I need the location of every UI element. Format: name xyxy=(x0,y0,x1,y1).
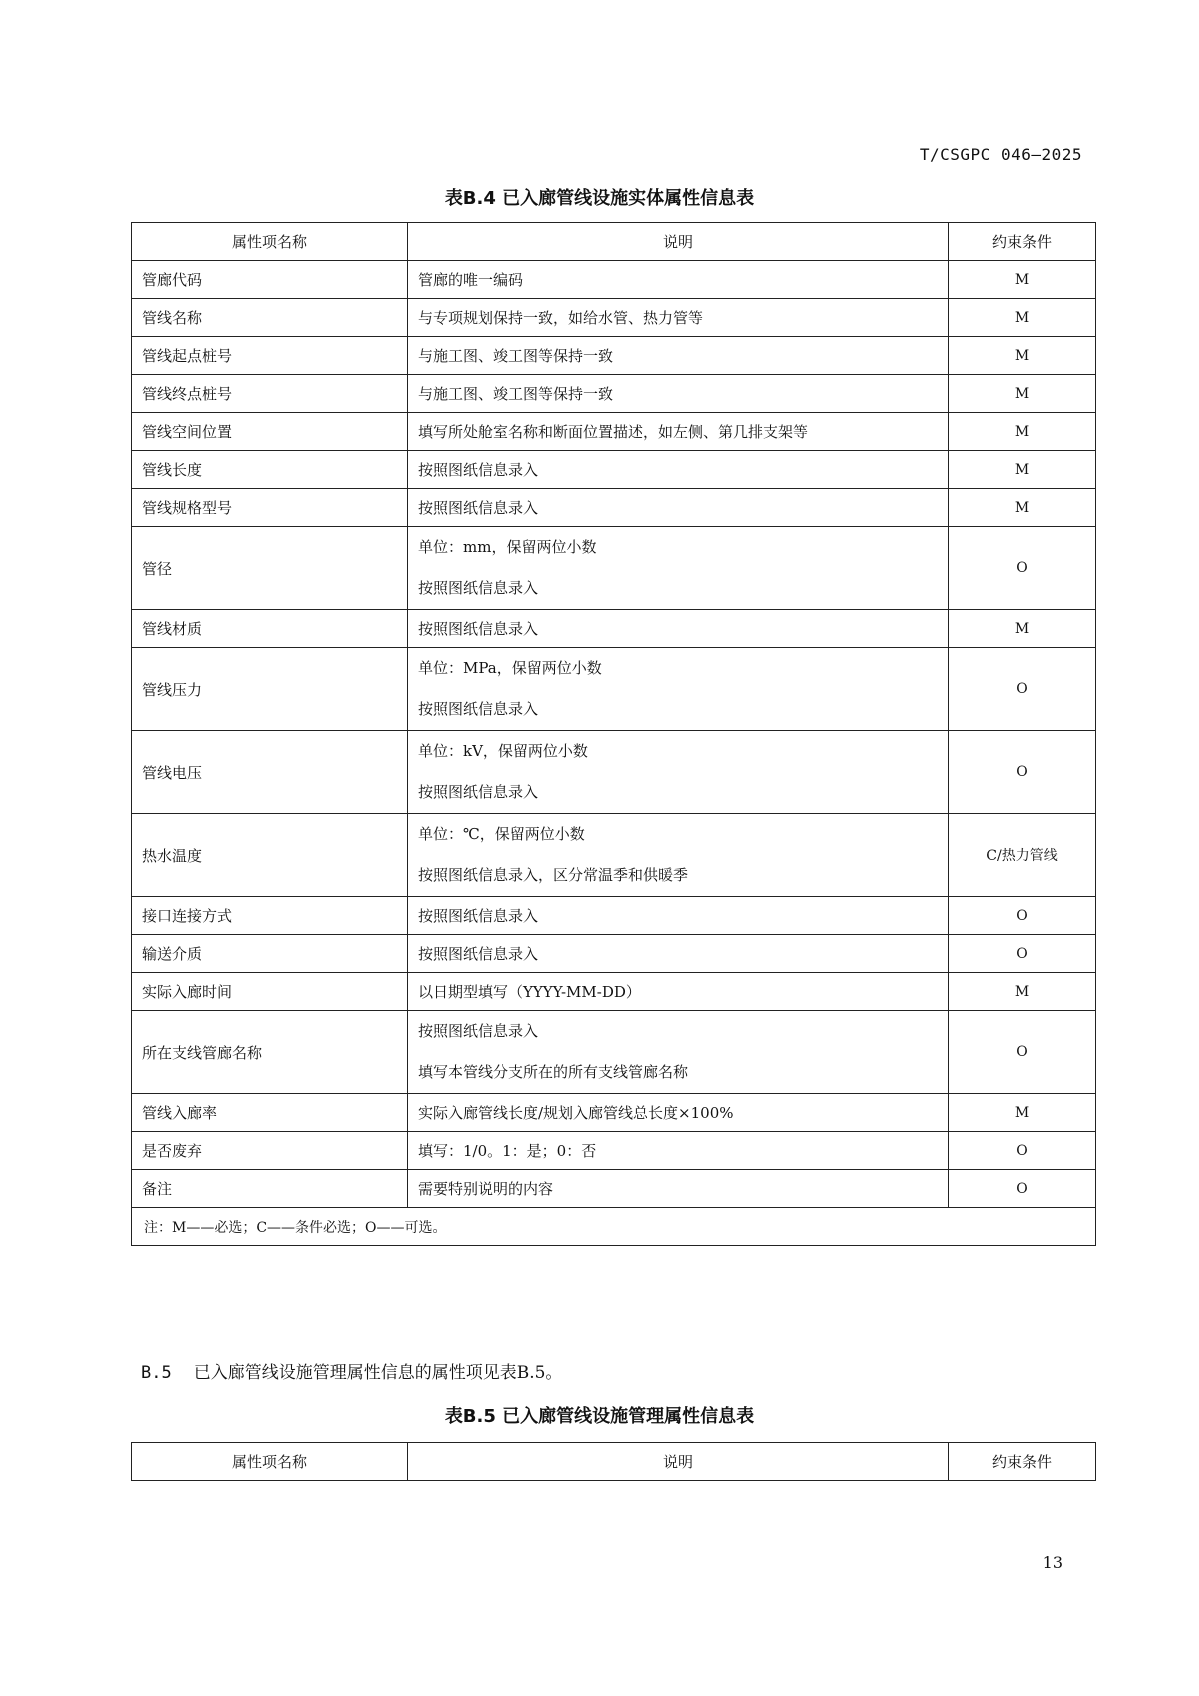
header-attribute-name: 属性项名称 xyxy=(132,1443,408,1481)
table-row xyxy=(132,897,1096,935)
attribute-name-cell: 管廊代码 xyxy=(132,261,408,299)
attribute-name-cell: 输送介质 xyxy=(132,935,408,973)
constraint-cell: M xyxy=(949,1094,1096,1132)
header-attribute-name: 属性项名称 xyxy=(132,223,408,261)
constraint-cell: M xyxy=(949,299,1096,337)
description-line: 填写：1/0。1：是；0：否 xyxy=(418,1142,597,1160)
description-line: 与施工图、竣工图等保持一致 xyxy=(418,347,614,365)
description-line: 按照图纸信息录入 xyxy=(418,1022,539,1040)
description-line: 填写本管线分支所在的所有支线管廊名称 xyxy=(418,1063,689,1081)
description-line: 单位：mm，保留两位小数 xyxy=(418,538,597,556)
table-row xyxy=(132,413,1096,451)
attribute-name-cell: 备注 xyxy=(132,1170,408,1208)
description-line: 与施工图、竣工图等保持一致 xyxy=(418,385,614,403)
description-cell xyxy=(408,814,949,897)
description-cell xyxy=(408,1094,949,1132)
description-cell xyxy=(408,610,949,648)
table-row xyxy=(132,1094,1096,1132)
description-line: 按照图纸信息录入，区分常温季和供暖季 xyxy=(418,866,689,884)
attribute-name-cell: 实际入廊时间 xyxy=(132,973,408,1011)
table-row xyxy=(132,451,1096,489)
description-line: 单位：℃，保留两位小数 xyxy=(418,825,585,843)
description-cell xyxy=(408,1170,949,1208)
table-note: 注：M——必选；C——条件必选；O——可选。 xyxy=(132,1208,1096,1246)
description-cell xyxy=(408,1011,949,1094)
attribute-name-cell: 管线起点桩号 xyxy=(132,337,408,375)
table-header-row xyxy=(132,223,1096,261)
description-cell xyxy=(408,973,949,1011)
description-line: 按照图纸信息录入 xyxy=(418,945,539,963)
table-row xyxy=(132,489,1096,527)
table-header-row xyxy=(132,1443,1096,1481)
description-line: 实际入廊管线长度/规划入廊管线总长度×100% xyxy=(418,1104,734,1122)
description-cell xyxy=(408,1132,949,1170)
constraint-cell: O xyxy=(949,935,1096,973)
constraint-cell: C/热力管线 xyxy=(949,814,1096,897)
constraint-cell: O xyxy=(949,731,1096,814)
constraint-cell: M xyxy=(949,489,1096,527)
table-row xyxy=(132,261,1096,299)
attribute-name-cell: 管线名称 xyxy=(132,299,408,337)
description-cell xyxy=(408,299,949,337)
table-b5-title: 表B.5 已入廊管线设施管理属性信息表 xyxy=(444,1406,755,1427)
description-cell xyxy=(408,527,949,610)
header-constraint: 约束条件 xyxy=(949,223,1096,261)
table-row xyxy=(132,610,1096,648)
constraint-cell: M xyxy=(949,451,1096,489)
description-cell xyxy=(408,337,949,375)
constraint-cell: O xyxy=(949,1170,1096,1208)
attribute-name-cell: 是否废弃 xyxy=(132,1132,408,1170)
attribute-name-cell: 热水温度 xyxy=(132,814,408,897)
table-row xyxy=(132,935,1096,973)
table-b4-title: 表B.4 已入廊管线设施实体属性信息表 xyxy=(444,188,755,209)
table-row xyxy=(132,299,1096,337)
attribute-name-cell: 所在支线管廊名称 xyxy=(132,1011,408,1094)
description-line: 按照图纸信息录入 xyxy=(418,579,539,597)
constraint-cell: M xyxy=(949,973,1096,1011)
attribute-name-cell: 管线长度 xyxy=(132,451,408,489)
table-note-row xyxy=(132,1208,1096,1246)
constraint-cell: O xyxy=(949,648,1096,731)
description-line: 按照图纸信息录入 xyxy=(418,700,539,718)
description-line: 按照图纸信息录入 xyxy=(418,620,539,638)
description-line: 单位：MPa，保留两位小数 xyxy=(418,659,602,677)
table-row xyxy=(132,337,1096,375)
description-cell xyxy=(408,648,949,731)
table-row xyxy=(132,973,1096,1011)
attribute-name-cell: 管线终点桩号 xyxy=(132,375,408,413)
description-line: 管廊的唯一编码 xyxy=(418,271,524,289)
attribute-name-cell: 管线材质 xyxy=(132,610,408,648)
description-cell xyxy=(408,261,949,299)
description-line: 填写所处舱室名称和断面位置描述，如左侧、第几排支架等 xyxy=(418,423,809,441)
constraint-cell: O xyxy=(949,897,1096,935)
attribute-name-cell: 管线空间位置 xyxy=(132,413,408,451)
table-row xyxy=(132,648,1096,731)
table-row xyxy=(132,1132,1096,1170)
description-line: 单位：kV，保留两位小数 xyxy=(418,742,588,760)
description-line: 需要特别说明的内容 xyxy=(418,1180,554,1198)
description-line: 按照图纸信息录入 xyxy=(418,461,539,479)
page-number: 13 xyxy=(1042,1553,1063,1572)
constraint-cell: O xyxy=(949,1132,1096,1170)
standard-code: T/CSGPC 046—2025 xyxy=(919,145,1082,164)
description-line: 按照图纸信息录入 xyxy=(418,499,539,517)
table-row xyxy=(132,814,1096,897)
constraint-cell: M xyxy=(949,413,1096,451)
attribute-name-cell: 管径 xyxy=(132,527,408,610)
attribute-name-cell: 管线压力 xyxy=(132,648,408,731)
description-line: 以日期型填写（YYYY-MM-DD） xyxy=(418,983,641,1001)
clause-number: B.5 xyxy=(141,1363,172,1383)
description-line: 与专项规划保持一致，如给水管、热力管等 xyxy=(418,309,704,327)
clause-b5 xyxy=(141,1358,562,1383)
attribute-name-cell: 接口连接方式 xyxy=(132,897,408,935)
description-cell xyxy=(408,375,949,413)
header-description: 说明 xyxy=(408,1443,949,1481)
clause-text: 已入廊管线设施管理属性信息的属性项见表B.5。 xyxy=(193,1363,563,1383)
constraint-cell: O xyxy=(949,527,1096,610)
constraint-cell: M xyxy=(949,261,1096,299)
description-cell xyxy=(408,897,949,935)
description-cell xyxy=(408,731,949,814)
table-b4-body xyxy=(132,261,1096,1208)
description-line: 按照图纸信息录入 xyxy=(418,783,539,801)
constraint-cell: M xyxy=(949,375,1096,413)
table-b4 xyxy=(131,222,1096,1246)
header-constraint: 约束条件 xyxy=(949,1443,1096,1481)
attribute-name-cell: 管线入廊率 xyxy=(132,1094,408,1132)
table-b5 xyxy=(131,1442,1096,1481)
description-cell xyxy=(408,935,949,973)
constraint-cell: M xyxy=(949,337,1096,375)
constraint-cell: O xyxy=(949,1011,1096,1094)
header-description: 说明 xyxy=(408,223,949,261)
description-cell xyxy=(408,451,949,489)
table-row xyxy=(132,1170,1096,1208)
attribute-name-cell: 管线电压 xyxy=(132,731,408,814)
table-row xyxy=(132,731,1096,814)
constraint-cell: M xyxy=(949,610,1096,648)
description-cell xyxy=(408,489,949,527)
table-row xyxy=(132,527,1096,610)
description-line: 按照图纸信息录入 xyxy=(418,907,539,925)
table-row xyxy=(132,1011,1096,1094)
attribute-name-cell: 管线规格型号 xyxy=(132,489,408,527)
description-cell xyxy=(408,413,949,451)
table-row xyxy=(132,375,1096,413)
